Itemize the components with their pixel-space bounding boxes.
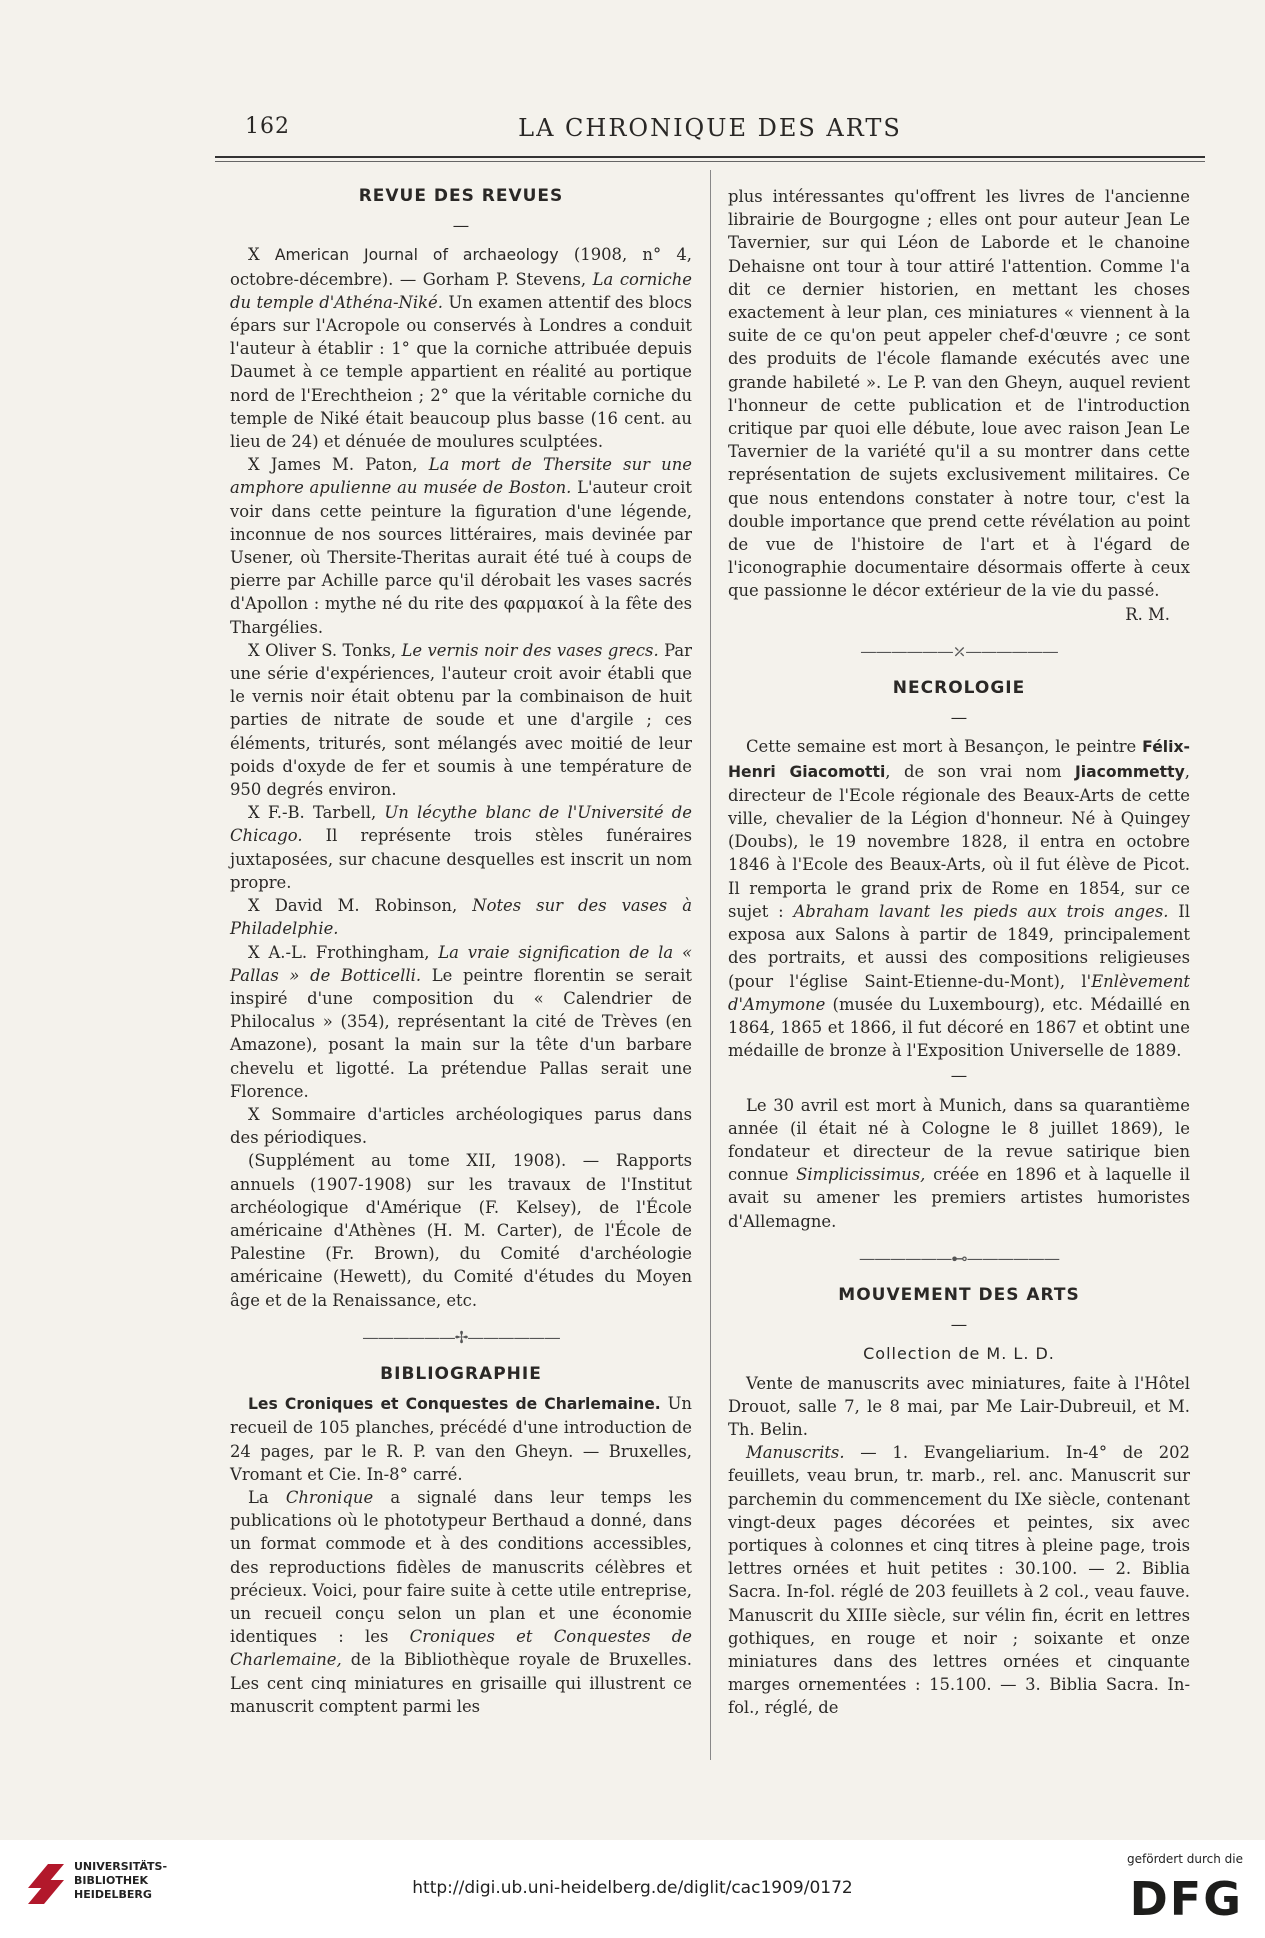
collection-heading: Collection de M. L. D. [863, 1344, 1055, 1364]
permalink-url[interactable]: http://digi.ub.uni-heidelberg.de/diglit/cac1909/0172 [412, 1878, 853, 1898]
bibliographie-heading: BIBLIOGRAPHIE [380, 1363, 542, 1384]
article-paton: X James M. Paton, La mort de Thersite sur une amphore apulienne au musée de Boston. L'auteur croit voir dans cette peinture la figuration d'une légende, inconnue de nos sources littéraires, mais devinée par Usener, où Thersite-Theritas aurait été tué à coups de pierre par Achille parce qu'il dérobait les vases sacrés d'Apollon : mythe né du rite des φαρμακοί à la fête des Thargélies. [230, 455, 693, 637]
column-divider [710, 170, 711, 1760]
heading-dash: — [452, 216, 470, 236]
sale-manuscripts: Manuscrits. — 1. Evangeliarium. In-4° de 202 feuillets, veau brun, tr. marb., rel. anc. Manuscrit sur parchemin du commencement du IXe siècle, contenant vingt-deux pages décorées et peintes, six avec portiques à colonnes et cinq titres à pleine page, trois lettres ornées et huit petites : 30.100. — 2. Biblia Sacra. In-fol. réglé de 203 feuillets à 2 col., veau fauve. Manuscrit du XIIIe siècle, sur vélin fin, écrit en lettres gothiques, en rouge et noir ; soixante et onze miniatures dans des lettres ornées et cinquante marges ornementées : 15.100. — 3. Biblia Sacra. In-fol., réglé, de [728, 1443, 1190, 1718]
article-american-journal: X American Journal of archaeology (1908, n° 4, octobre-décembre). — Gorham P. Stevens, La corniche du temple d'Athéna-Niké. Un examen attentif des blocs épars sur l'Acropole ou conservés à Londres a conduit l'auteur à établir : 1° que la corniche attribuée depuis Daumet à ce temple appartient en réalité au portique nord de l'Erechtheion ; 2° que la véritable corniche du temple de Niké était beaucoup plus basse (16 cent. au lieu de 24) et dénuée de moulures sculptées. [230, 245, 692, 452]
biblio-review: La Chronique a signalé dans leur temps les publications où le phototypeur Berthaud a donné, dans un format commode et à des conditions accessibles, des reproductions fidèles de manuscrits célèbres et précieux. Voici, pour faire suite à cette utile entreprise, un recueil conçu selon un plan et une économie identiques : les Croniques et Conquestes de Charlemaine, de la Bibliothèque royale de Bruxelles. Les cent cinq miniatures en grisaille qui illustrent ce manuscrit comptent parmi les [230, 1487, 692, 1716]
article-tarbell: X F.-B. Tarbell, Un lécythe blanc de l'Université de Chicago. Il représente trois stèles funéraires juxtaposées, sur chacune desquelles est inscrit un nom propre. [230, 803, 692, 892]
biblio-entry: Les Croniques et Conquestes de Charlemaine. Un recueil de 105 planches, précédé d'une introduction de 24 pages, par le R. P. van den Gheyn. — Bruxelles, Vromant et Cie. In-8° carré. [230, 1394, 692, 1484]
review-signature: R. M. [1125, 604, 1170, 624]
article-tonks: X Oliver S. Tonks, Le vernis noir des vases grecs. Par une série d'expériences, l'auteur croit avoir établi que le vernis noir était obtenu par la combinaison de huit parties de nitrate de soude et une d'argile ; ces éléments, triturés, sont mélangés avec moitié de leur poids d'oxyde de fer et soumis à une température de 950 degrés environ. [230, 640, 692, 800]
dfg-logo: DFG [1129, 1872, 1243, 1926]
library-name: UNIVERSITÄTS- BIBLIOTHEK HEIDELBERG [74, 1860, 168, 1901]
heading-dash: — [950, 1315, 968, 1335]
article-sommaire: X Sommaire d'articles archéologiques parus dans des périodiques. [230, 1104, 692, 1148]
right-column [728, 185, 1190, 1720]
article-frothingham: X A.-L. Frothingham, La vraie signification de la « Pallas » de Botticelli. Le peintre florentin se serait inspiré d'une composition du « Calendrier de Philocalus » (354), représentant la cité de Trèves (en Amazone), posant la main sur la tête d'un barbare chevelu et ligotté. La prétendue Pallas serait une Florence. [230, 942, 692, 1101]
page-header [215, 112, 1205, 148]
page-number: 162 [245, 114, 290, 139]
section-ornament: ——————⤫—————— [860, 641, 1058, 661]
header-rule-thin [215, 161, 1205, 162]
entry-dash: — [950, 1066, 968, 1086]
review-continuation: plus intéressantes qu'offrent les livres de l'ancienne librairie de Bourgogne ; elles ont pour auteur Jean Le Tavernier, sur qui Léon de Laborde et le chanoine Dehaisne ont tour à tour attiré l'attention. Comme l'a dit ce dernier historien, en mettant les choses exactement à leur plan, ces miniatures « viennent à la suite de ce qu'on peut appeler chef-d'œuvre ; ce sont des produits de l'école flamande exécutés avec une grande habileté ». Le P. van den Gheyn, auquel revient l'honneur de cette publication et de l'introduction critique par quoi elle débute, loue avec raison Jean Le Tavernier de la variété qu'il a su montrer dans cette représentation de sujets exclusivement militaires. Ce que nous entendons constater à notre tour, c'est la double importance que prend cette révélation au point de vue de l'histoire de l'art et à l'égard de l'iconographie documentaire désormais offerte à ceux que passionne le décor extérieur de la vie du passé. [728, 187, 1190, 601]
running-title: LA CHRONIQUE DES ARTS [518, 114, 902, 142]
section-ornament: ——————✢—————— [362, 1327, 560, 1347]
header-rule [215, 156, 1205, 158]
sale-intro: Vente de manuscrits avec miniatures, faite à l'Hôtel Drouot, salle 7, le 8 mai, par Me Lair-Dubreuil, et M. Th. Belin. [728, 1373, 1190, 1439]
mouvement-heading: MOUVEMENT DES ARTS [838, 1284, 1080, 1305]
footer-bar [0, 1840, 1265, 1938]
article-robinson: X David M. Robinson, Notes sur des vases à Philadelphie. [230, 896, 692, 939]
funding-note: gefördert durch die [1127, 1852, 1243, 1866]
necrologie-heading: NECROLOGIE [892, 678, 1026, 699]
section-ornament: ——————⊷—————— [858, 1248, 1060, 1268]
obituary-munich: Le 30 avril est mort à Munich, dans sa quarantième année (il était né à Cologne le 8 juillet 1869), le fondateur et directeur de la revue satirique bien connue Simplicissimus, créée en 1896 et à laquelle il avait su amener les premiers artistes humoristes d'Allemagne. [728, 1095, 1190, 1231]
obituary-giacomotti: Cette semaine est mort à Besançon, le peintre Félix-Henri Giacomotti, de son vrai nom Jiacommetty, directeur de l'Ecole régionale des Beaux-Arts de cette ville, chevalier de la Légion d'honneur. Né à Quingey (Doubs), le 19 novembre 1828, il entra en octobre 1846 à l'Ecole des Beaux-Arts, où il fut élève de Picot. Il remporta le grand prix de Rome en 1854, sur ce sujet : Abraham lavant les pieds aux trois anges. Il exposa aux Salons à partir de 1849, principalement des portraits, et aussi des compositions religieuses (pour l'église Saint-Etienne-du-Mont), l'Enlèvement d'Amymone (musée du Luxembourg), etc. Médaillé en 1864, 1865 et 1866, il fut décoré en 1867 et obtint une médaille de bronze à l'Exposition Universelle de 1889. [728, 737, 1191, 1061]
heading-dash: — [950, 708, 968, 728]
revue-heading: REVUE DES REVUES [358, 186, 564, 206]
left-column [230, 185, 692, 1718]
article-supplement: (Supplément au tome XII, 1908). — Rapports annuels (1907-1908) sur les travaux de l'Institut archéologique d'Amérique (F. Kelsey), de l'École américaine d'Athènes (H. M. Carter), de l'École de Palestine (Fr. Brown), du Comité d'archéologie américaine (Hewett), du Comité d'études du Moyen âge et de la Renaissance, etc. [230, 1151, 692, 1310]
